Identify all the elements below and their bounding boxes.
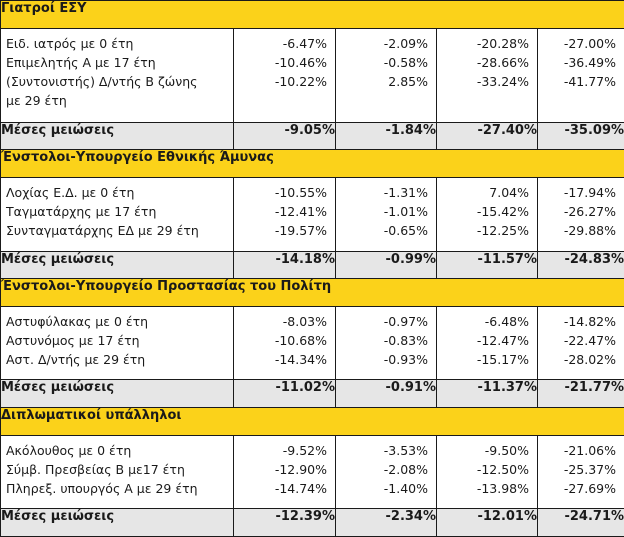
section-title: Ένστολοι-Υπουργείο Προστασίας του Πολίτη <box>1 279 624 307</box>
section-body <box>1 435 624 509</box>
row-labels <box>1 306 234 380</box>
cell-value: -0.97% <box>383 313 428 329</box>
cell-value: -0.93% <box>383 351 428 367</box>
cell-value: -33.24% <box>476 73 529 89</box>
cell-value: -14.82% <box>563 313 617 329</box>
section-title: Ένστολοι-Υπουργείο Εθνικής Άμυνας <box>1 150 624 178</box>
cell-value: -12.41% <box>274 203 327 219</box>
value-column-4 <box>538 306 624 380</box>
cell-value: -14.74% <box>274 480 327 496</box>
average-row <box>1 122 624 150</box>
cell-value: -0.83% <box>383 332 428 348</box>
average-value: -12.39% <box>234 509 336 537</box>
cell-value: -0.58% <box>383 54 428 70</box>
average-value: -9.05% <box>234 122 336 150</box>
section-body <box>1 306 624 380</box>
average-value: -24.83% <box>538 251 624 279</box>
cell-value: -1.31% <box>383 184 428 200</box>
cell-value: -27.00% <box>563 35 617 51</box>
average-row <box>1 251 624 279</box>
row-label: Ειδ. ιατρός με 0 έτη <box>6 35 134 51</box>
row-labels <box>1 435 234 509</box>
row-label-continued: με 29 έτη <box>6 92 67 108</box>
average-value: -21.77% <box>538 380 624 408</box>
cell-value: -28.02% <box>563 351 617 367</box>
average-value: -11.57% <box>437 251 538 279</box>
cell-value: -20.28% <box>476 35 529 51</box>
row-labels <box>1 28 234 122</box>
cell-value: -15.42% <box>476 203 529 219</box>
average-value: -1.84% <box>336 122 437 150</box>
cell-value: -19.57% <box>274 222 327 238</box>
value-column-1 <box>234 28 336 122</box>
average-value: -0.91% <box>336 380 437 408</box>
section-title: Διπλωματικοί υπάλληλοι <box>1 408 624 436</box>
cell-value: -6.48% <box>484 313 529 329</box>
value-column-4 <box>538 28 624 122</box>
cell-value: -28.66% <box>476 54 529 70</box>
row-label: Επιμελητής Α με 17 έτη <box>6 54 156 70</box>
average-value: -11.37% <box>437 380 538 408</box>
average-value: -2.34% <box>336 509 437 537</box>
cell-value: -10.55% <box>274 184 327 200</box>
row-label: Σύμβ. Πρεσβείας Β με17 έτη <box>6 461 185 477</box>
average-value: -0.99% <box>336 251 437 279</box>
value-column-3 <box>437 435 538 509</box>
cell-value: -17.94% <box>563 184 617 200</box>
section-body <box>1 28 624 122</box>
average-label: Μέσες μειώσεις <box>1 251 234 279</box>
cell-value: -2.09% <box>383 35 428 51</box>
average-value: -35.09% <box>538 122 624 150</box>
cell-value: -12.25% <box>476 222 529 238</box>
cell-value: -14.34% <box>274 351 327 367</box>
value-column-3 <box>437 306 538 380</box>
value-column-3 <box>437 28 538 122</box>
cell-value: -27.69% <box>563 480 617 496</box>
cell-value: -6.47% <box>282 35 327 51</box>
value-column-2 <box>336 306 437 380</box>
cell-value: -1.01% <box>383 203 428 219</box>
value-column-3 <box>437 177 538 251</box>
value-column-2 <box>336 435 437 509</box>
value-column-4 <box>538 435 624 509</box>
row-label: Ακόλουθος με 0 έτη <box>6 442 132 458</box>
cell-value: -0.65% <box>383 222 428 238</box>
cell-value: -25.37% <box>563 461 617 477</box>
average-value: -12.01% <box>437 509 538 537</box>
section-header <box>1 150 624 178</box>
average-value: -14.18% <box>234 251 336 279</box>
average-label: Μέσες μειώσεις <box>1 122 234 150</box>
cell-value: -8.03% <box>282 313 327 329</box>
average-row <box>1 380 624 408</box>
cell-value: -10.22% <box>274 73 327 89</box>
average-value: -11.02% <box>234 380 336 408</box>
cell-value: -12.90% <box>274 461 327 477</box>
average-label: Μέσες μειώσεις <box>1 509 234 537</box>
cell-value: -1.40% <box>383 480 428 496</box>
row-label: Αστ. Δ/ντής με 29 έτη <box>6 351 146 367</box>
average-row <box>1 509 624 537</box>
cell-value: -21.06% <box>563 442 617 458</box>
average-label: Μέσες μειώσεις <box>1 380 234 408</box>
value-column-2 <box>336 28 437 122</box>
cell-value: 7.04% <box>489 184 529 200</box>
cell-value: -12.50% <box>476 461 529 477</box>
section-title: Γιατροί ΕΣΥ <box>1 1 624 29</box>
cell-value: -9.52% <box>282 442 327 458</box>
cell-value: -29.88% <box>563 222 617 238</box>
section-header <box>1 1 624 29</box>
value-column-1 <box>234 435 336 509</box>
row-label: Αστυφύλακας με 0 έτη <box>6 313 149 329</box>
value-column-1 <box>234 306 336 380</box>
cell-value: -22.47% <box>563 332 617 348</box>
value-column-1 <box>234 177 336 251</box>
cell-value: -10.46% <box>274 54 327 70</box>
row-label: (Συντονιστής) Δ/ντής Β ζώνης <box>6 73 198 89</box>
cell-value: -2.08% <box>383 461 428 477</box>
cell-value: -26.27% <box>563 203 617 219</box>
value-column-4 <box>538 177 624 251</box>
cell-value: 2.85% <box>388 73 428 89</box>
cell-value: -13.98% <box>476 480 529 496</box>
row-labels <box>1 177 234 251</box>
cell-value: -10.68% <box>274 332 327 348</box>
row-label: Πληρεξ. υπουργός Α με 29 έτη <box>6 480 198 496</box>
cell-value: -3.53% <box>383 442 428 458</box>
average-value: -24.71% <box>538 509 624 537</box>
value-column-2 <box>336 177 437 251</box>
average-value: -27.40% <box>437 122 538 150</box>
section-header <box>1 279 624 307</box>
section-header <box>1 408 624 436</box>
row-label: Λοχίας Ε.Δ. με 0 έτη <box>6 184 135 200</box>
section-body <box>1 177 624 251</box>
cell-value: -12.47% <box>476 332 529 348</box>
row-label: Ταγματάρχης με 17 έτη <box>6 203 157 219</box>
row-label: Συνταγματάρχης ΕΔ με 29 έτη <box>6 222 199 238</box>
cell-value: -36.49% <box>563 54 617 70</box>
cell-value: -9.50% <box>484 442 529 458</box>
row-label: Αστυνόμος με 17 έτη <box>6 332 140 348</box>
cell-value: -15.17% <box>476 351 529 367</box>
cell-value: -41.77% <box>563 73 617 89</box>
